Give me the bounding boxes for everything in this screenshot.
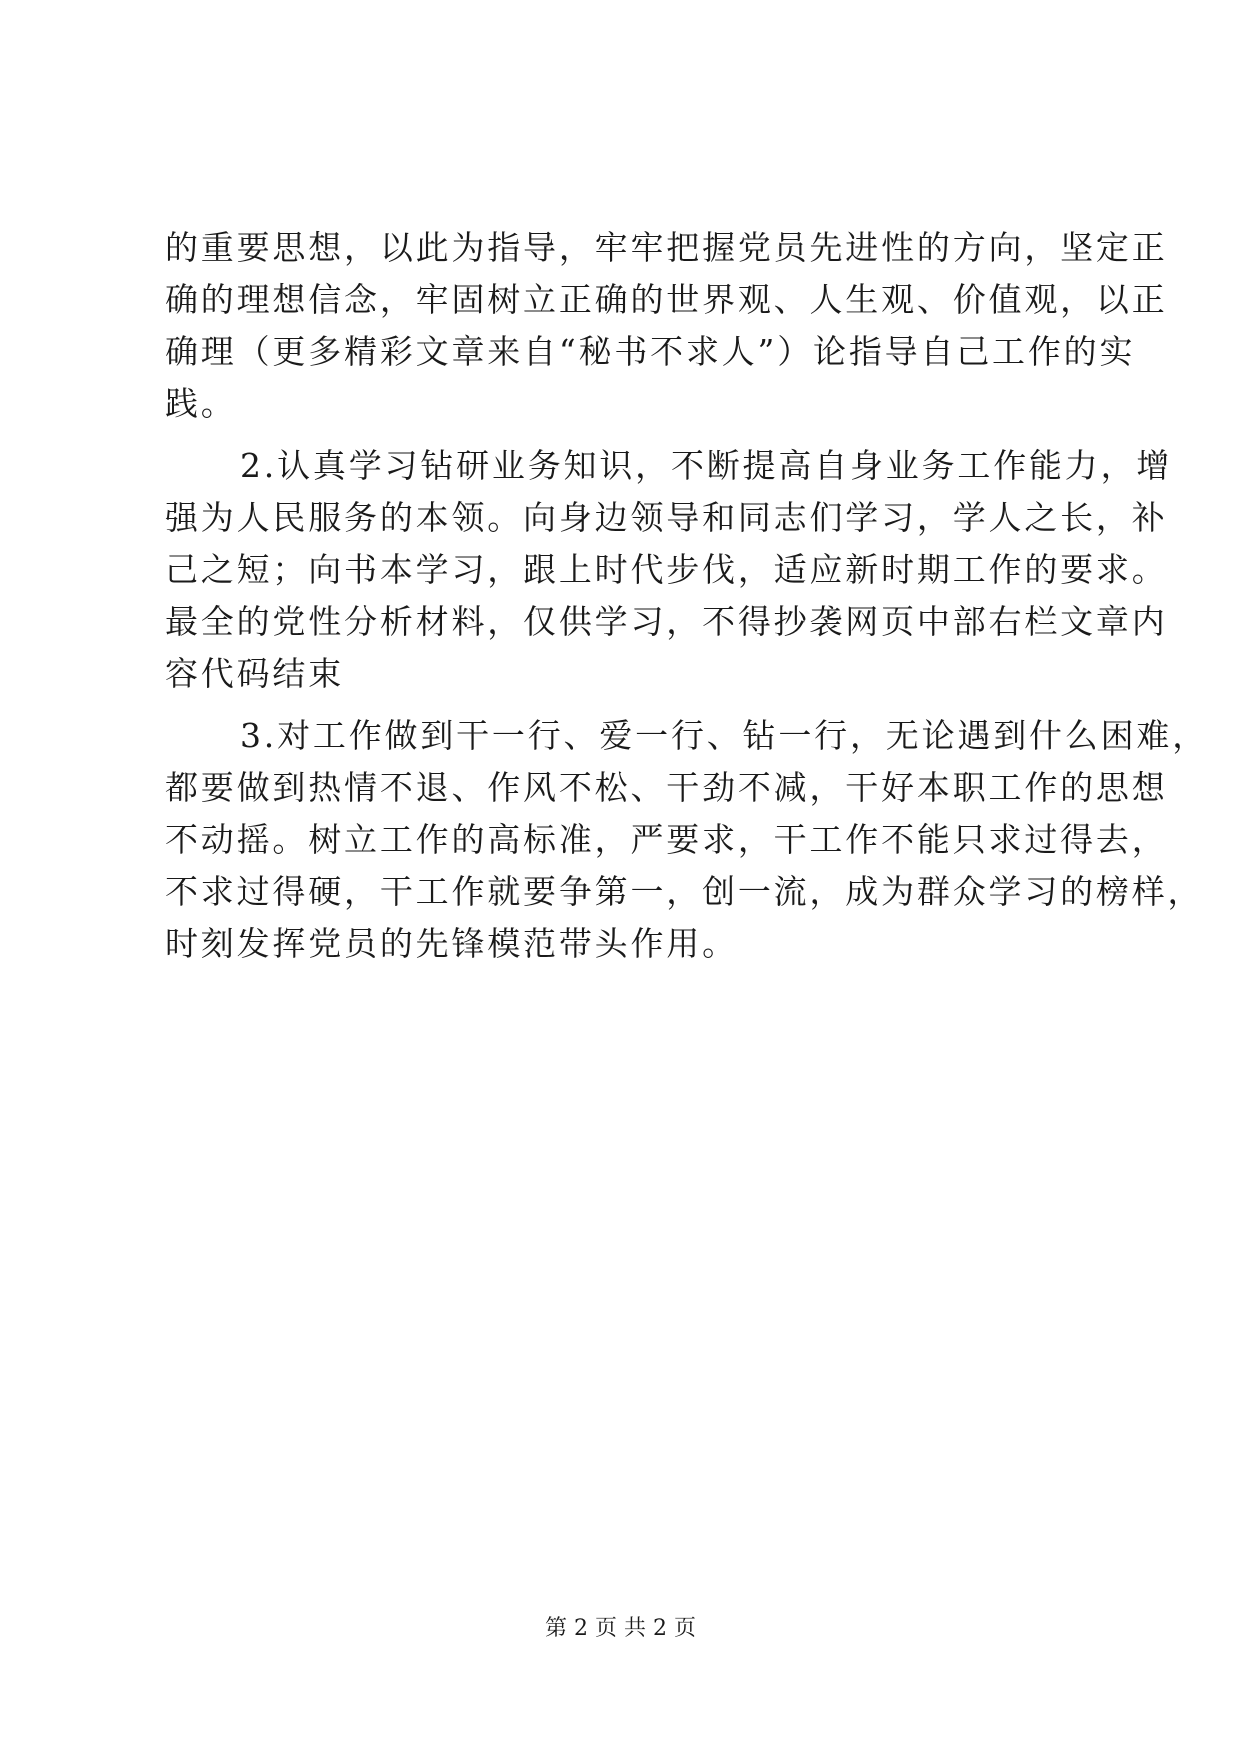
paragraph-line: 时刻发挥党员的先锋模范带头作用。 (165, 924, 738, 963)
paragraph-line: 确理（更多精彩文章来自“秘书不求人”）论指导自己工作的实 (165, 332, 1136, 371)
paragraph-line: 不动摇。树立工作的高标准，严要求，干工作不能只求过得去， (165, 820, 1168, 859)
paragraph-line: 不求过得硬，干工作就要争第一，创一流，成为群众学习的榜样， (165, 872, 1204, 911)
paragraph-line: 己之短；向书本学习，跟上时代步伐，适应新时期工作的要求。 (165, 550, 1168, 589)
paragraph-line: 容代码结束 (165, 654, 345, 693)
document-body (165, 222, 1209, 970)
paragraph-line: 都要做到热情不退、作风不松、干劲不减，干好本职工作的思想 (165, 768, 1168, 807)
page-number-footer: 第 2 页 共 2 页 (545, 1616, 696, 1641)
paragraph-1 (165, 222, 1168, 430)
paragraph-3 (165, 710, 1209, 970)
paragraph-line: 确的理想信念，牢固树立正确的世界观、人生观、价值观，以正 (165, 280, 1168, 319)
paragraph-line: 3.对工作做到干一行、爱一行、钻一行，无论遇到什么困难， (240, 716, 1209, 755)
paragraph-line: 践。 (165, 384, 237, 423)
paragraph-line: 2.认真学习钻研业务知识，不断提高自身业务工作能力，增 (240, 446, 1173, 485)
paragraph-line: 的重要思想，以此为指导，牢牢把握党员先进性的方向，坚定正 (165, 228, 1168, 267)
paragraph-line: 最全的党性分析材料，仅供学习，不得抄袭网页中部右栏文章内 (165, 602, 1168, 641)
paragraph-line: 强为人民服务的本领。向身边领导和同志们学习，学人之长，补 (165, 498, 1168, 537)
paragraph-2 (165, 440, 1173, 700)
